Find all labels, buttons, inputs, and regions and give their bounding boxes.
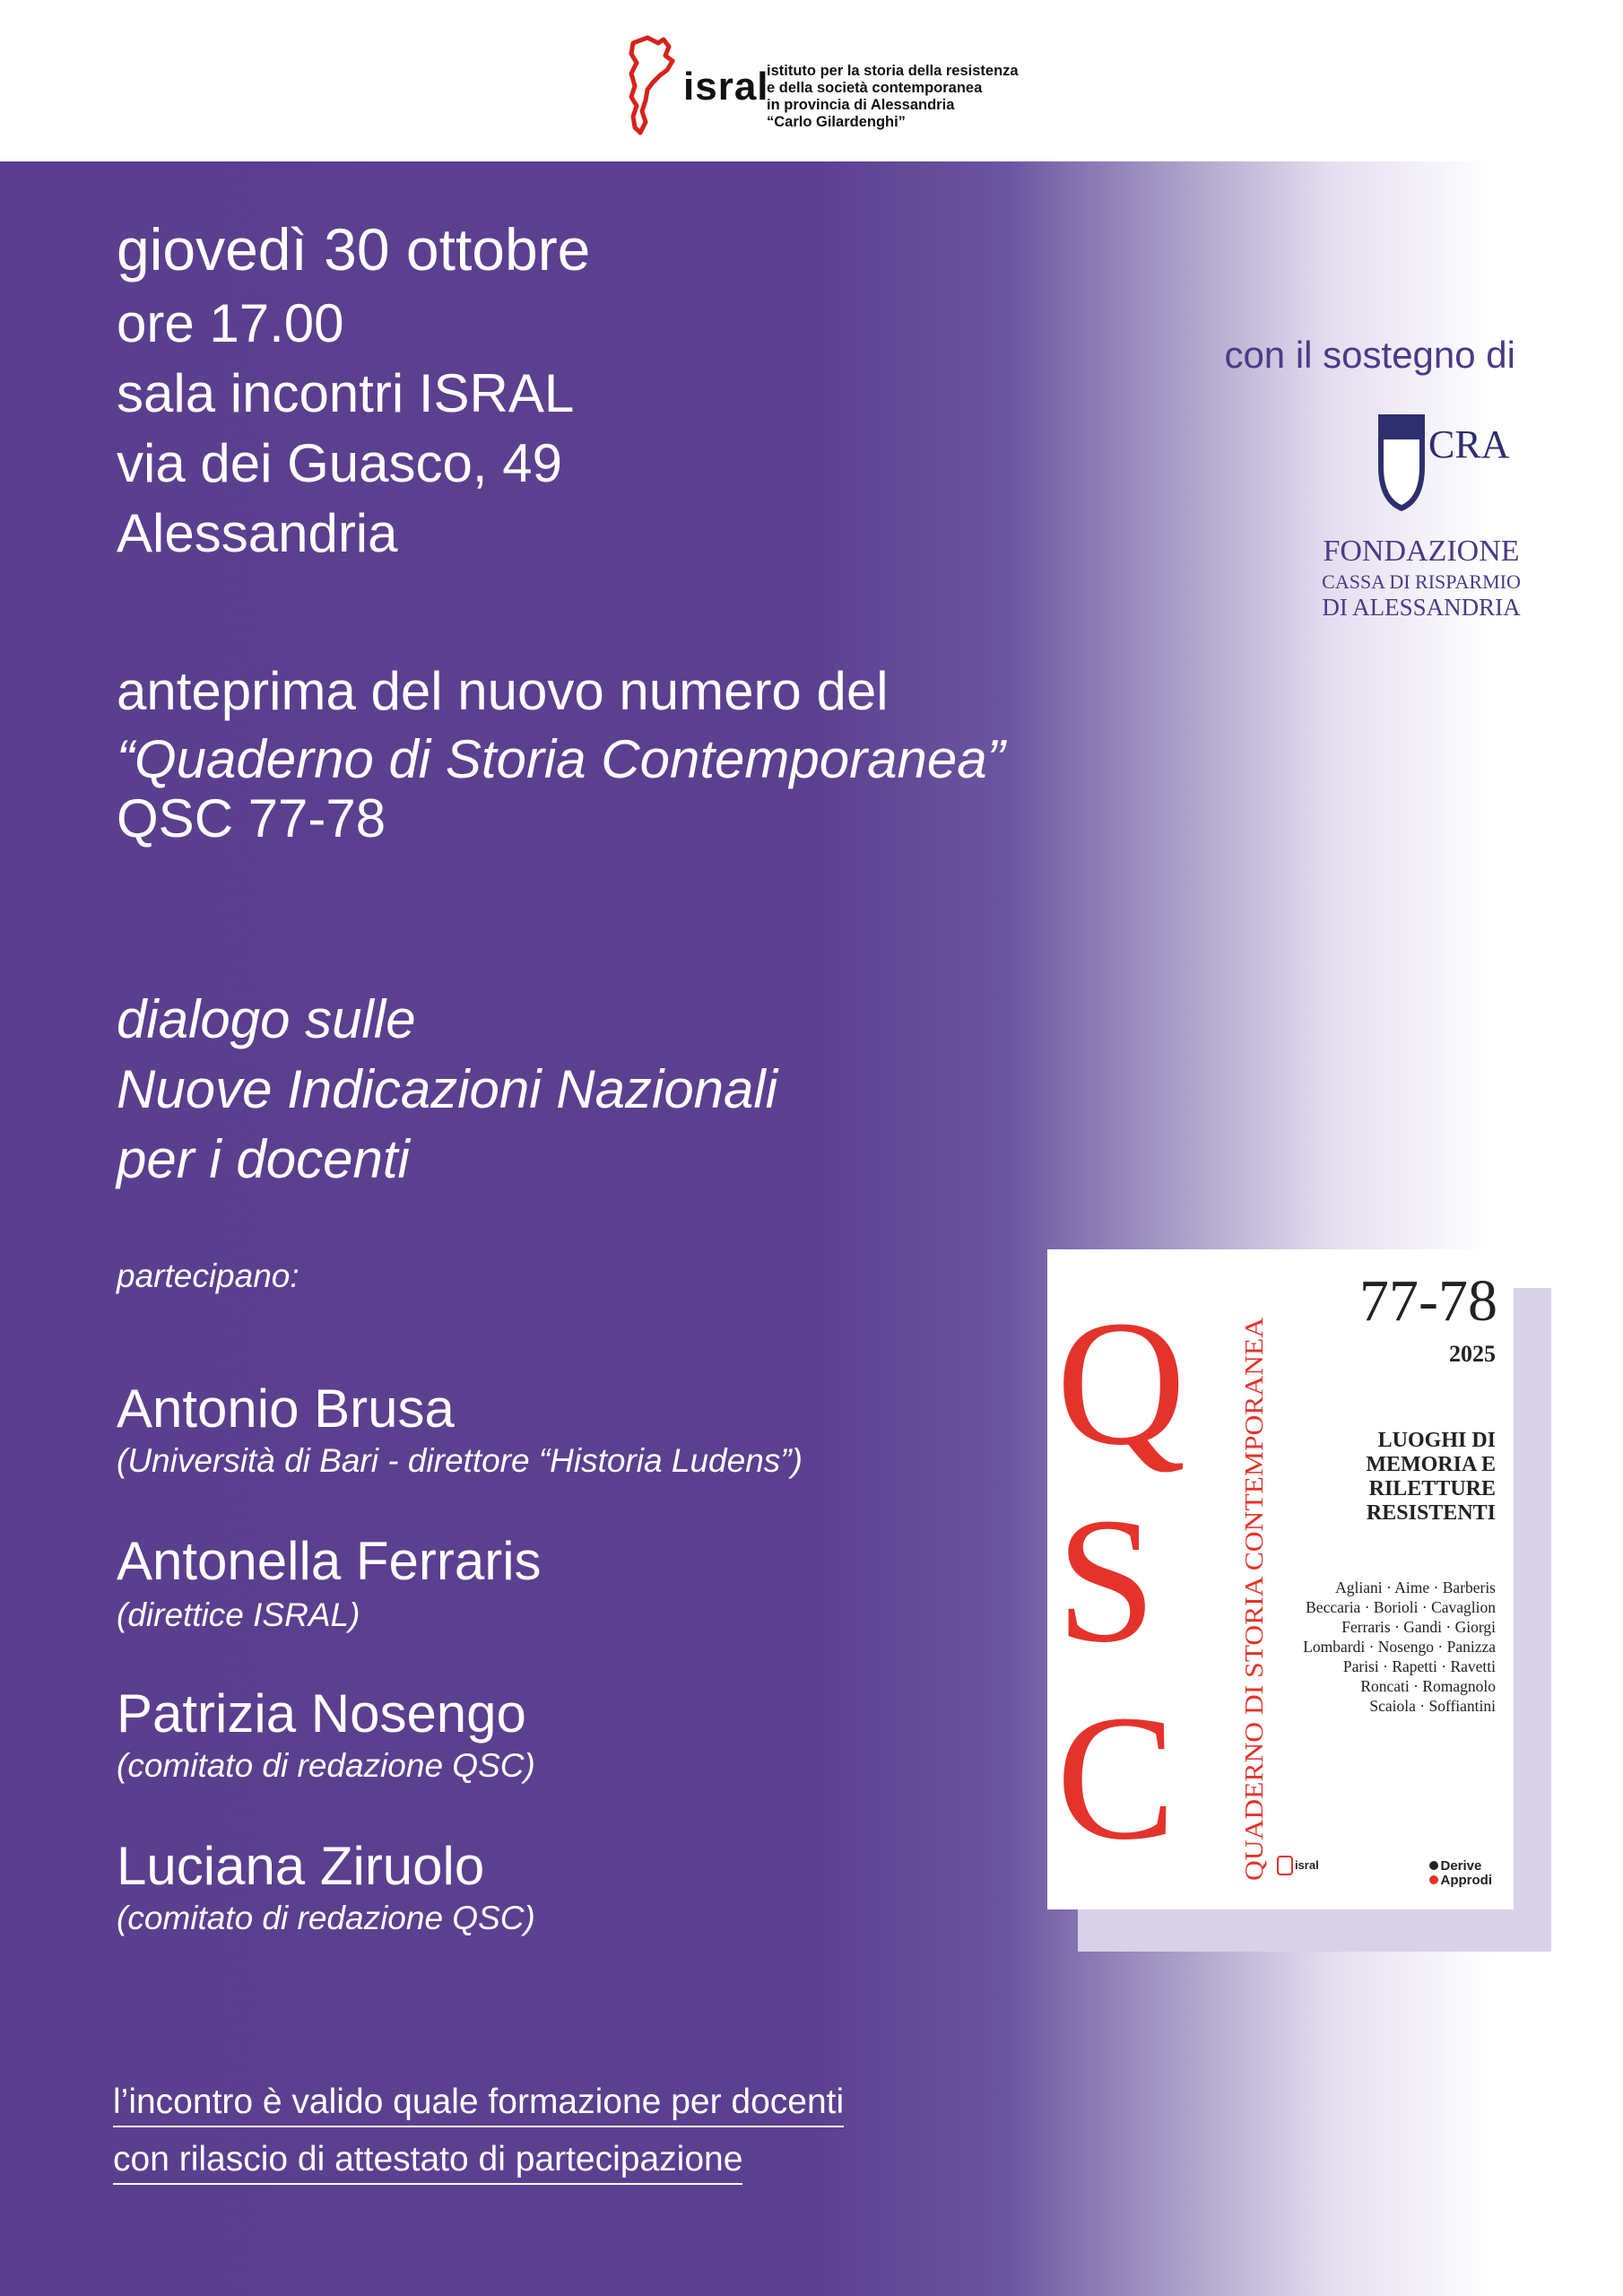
isral-logo-word: isral xyxy=(683,65,769,109)
fondazione-cra-logo xyxy=(1305,413,1538,628)
cover-issue-number: 77-78 xyxy=(1359,1268,1497,1334)
cover-authors-line: Agliani · Aime · Barberis xyxy=(1335,1578,1496,1596)
participant-name: Antonella Ferraris xyxy=(117,1531,542,1591)
participant-affiliation: (comitato di redazione QSC) xyxy=(117,1900,535,1936)
event-address: via dei Guasco, 49 xyxy=(117,433,562,493)
issue-number: QSC 77-78 xyxy=(117,788,386,848)
cover-year: 2025 xyxy=(1449,1341,1496,1367)
cover-letter-c: C xyxy=(1056,1679,1176,1877)
institute-line: “Carlo Gilardenghi” xyxy=(767,114,906,130)
participants-label: partecipano: xyxy=(117,1257,299,1294)
event-time: ore 17.00 xyxy=(117,293,344,353)
cover-authors-line: Beccaria · Borioli · Cavaglion xyxy=(1306,1598,1496,1616)
event-venue: sala incontri ISRAL xyxy=(117,363,575,423)
institute-line: istituto per la storia della resistenza xyxy=(767,63,1019,79)
cover-letter-s: S xyxy=(1056,1482,1157,1680)
svg-text:CRA: CRA xyxy=(1428,422,1510,466)
cover-letter-q: Q xyxy=(1056,1284,1186,1483)
dialog-line-2: Nuove Indicazioni Nazionali xyxy=(117,1059,778,1119)
institute-line: in provincia di Alessandria xyxy=(767,97,955,113)
cover-authors-line: Lombardi · Nosengo · Panizza xyxy=(1303,1638,1496,1656)
preview-line: anteprima del nuovo numero del xyxy=(117,661,889,721)
institute-line: e della società contemporanea xyxy=(767,80,983,96)
event-date: giovedì 30 ottobre xyxy=(117,216,591,283)
cover-isral-mini-logo: isral xyxy=(1277,1856,1319,1875)
footer-note-line-1: l’incontro è valido quale formazione per docenti xyxy=(113,2083,844,2127)
cover-authors-line: Roncati · Romagnolo xyxy=(1360,1677,1496,1695)
cover-title-line: RESISTENTI xyxy=(1366,1501,1496,1525)
participant-name: Luciana Ziruolo xyxy=(117,1836,485,1896)
cover-authors-line: Parisi · Rapetti · Ravetti xyxy=(1342,1657,1496,1675)
cover-title-line: MEMORIA E xyxy=(1366,1453,1496,1476)
fondazione-line-3: DI ALESSANDRIA xyxy=(1322,594,1521,621)
participant-name: Patrizia Nosengo xyxy=(117,1683,526,1744)
participant-name: Antonio Brusa xyxy=(117,1378,455,1439)
header-bar xyxy=(0,0,1623,161)
fondazione-word: FONDAZIONE xyxy=(1323,535,1520,568)
participant-affiliation: (direttice ISRAL) xyxy=(117,1596,360,1633)
journal-title: “Quaderno di Storia Contemporanea” xyxy=(117,729,1005,789)
dialog-line-1: dialogo sulle xyxy=(117,989,416,1049)
event-city: Alessandria xyxy=(117,503,398,563)
cover-authors-line: Scaiola · Soffiantini xyxy=(1369,1697,1496,1715)
cover-authors-line: Ferraris · Gandi · Giorgi xyxy=(1341,1618,1496,1636)
participant-affiliation: (Università di Bari - direttore “Historia Ludens”) xyxy=(117,1442,803,1479)
cover-title-line: RILETTURE xyxy=(1368,1477,1496,1500)
cra-monogram-icon xyxy=(1376,413,1510,520)
sponsor-label: con il sostegno di xyxy=(1224,334,1515,376)
isral-logo xyxy=(628,34,1094,146)
svg-text:QUADERNO DI STORIA CONTEMPORAN: QUADERNO DI STORIA CONTEMPORANEA xyxy=(1240,1362,1269,1881)
publisher-logo: Derive Approdi xyxy=(1429,1859,1493,1888)
participant-affiliation: (comitato di redazione QSC) xyxy=(117,1747,535,1784)
institute-name xyxy=(767,63,1019,131)
book-cover xyxy=(1047,1249,1514,1909)
footer-note-line-2: con rilascio di attestato di partecipazione xyxy=(113,2140,742,2185)
dialog-line-3: per i docenti xyxy=(117,1129,410,1189)
fondazione-line-2: CASSA DI RISPARMIO xyxy=(1322,570,1521,593)
cover-title-line: LUOGHI DI xyxy=(1377,1429,1496,1452)
